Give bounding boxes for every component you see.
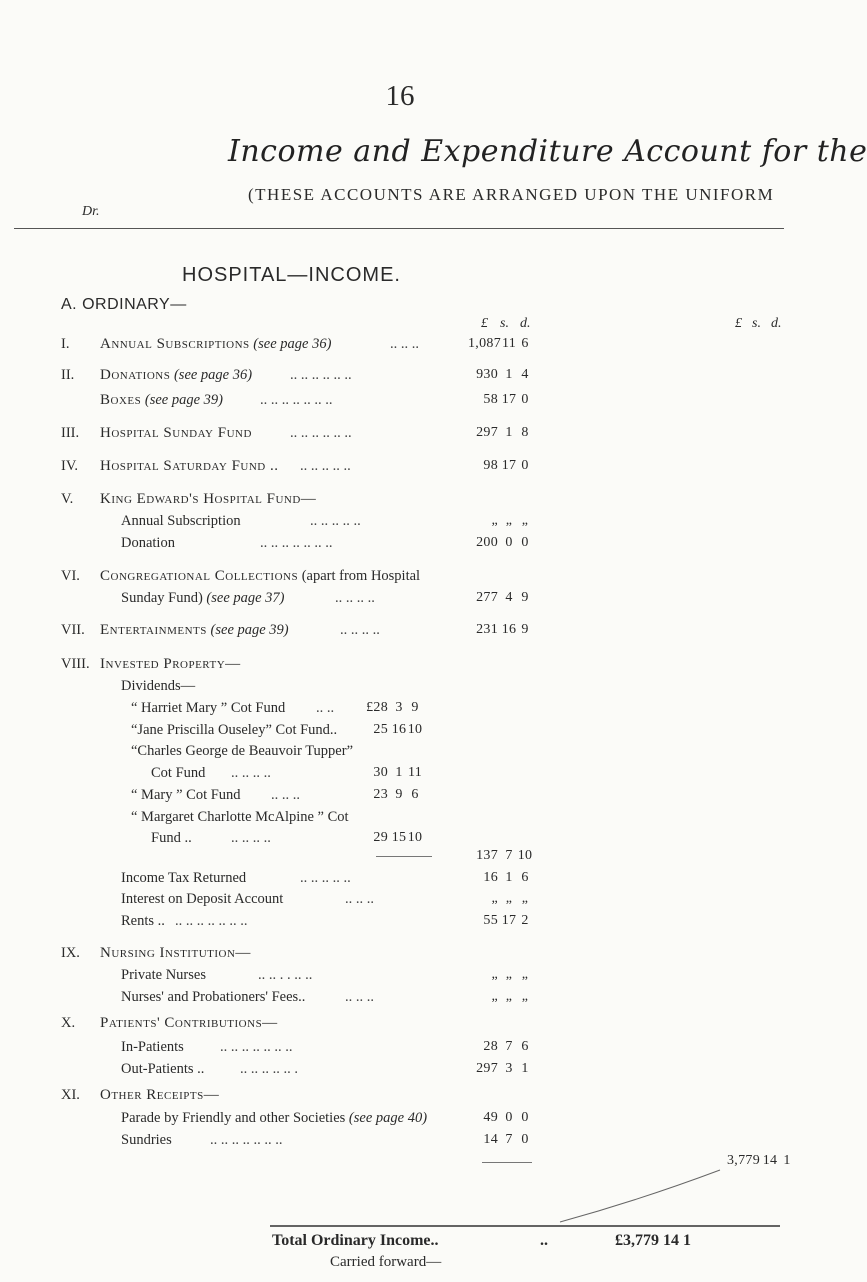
- row-label: Invested Property—: [100, 656, 241, 672]
- carried-forward: Carried forward—: [330, 1254, 442, 1270]
- amount-shillings: „: [505, 989, 513, 1004]
- page-title: Income and Expenditure Account for the: [228, 134, 867, 169]
- total-label: Total Ordinary Income..: [272, 1232, 439, 1249]
- amount-pounds: 49: [483, 1110, 498, 1125]
- leader-dots: .. .. . . .. ..: [258, 967, 313, 983]
- grand-pounds: 3,779: [727, 1153, 760, 1168]
- amount-pounds: 231: [476, 622, 498, 637]
- sub-pounds: 30: [373, 765, 388, 780]
- amount-pounds: 55: [483, 913, 498, 928]
- amount-shillings: 11: [501, 336, 517, 351]
- col-pence2: d.: [771, 316, 782, 331]
- row-label: Nurses' and Probationers' Fees..: [121, 989, 306, 1005]
- amount-pence: „: [521, 891, 529, 906]
- amount-pence: 0: [521, 1132, 529, 1147]
- amount-shillings: „: [505, 891, 513, 906]
- amount-pounds: „: [491, 989, 498, 1004]
- amount-pounds: 1,087: [468, 336, 501, 351]
- label-text: Boxes: [100, 392, 142, 408]
- amount-pence: 6: [521, 336, 529, 351]
- amount-pence: 9: [521, 590, 529, 605]
- amount-pence: 0: [521, 1110, 529, 1125]
- row-label: Interest on Deposit Account: [121, 891, 284, 907]
- leader-dots: .. .. .. .. .. .. ..: [210, 1132, 283, 1148]
- dr-label: Dr.: [82, 204, 100, 219]
- col-pound2: £: [735, 316, 742, 331]
- row-num: IX.: [61, 945, 80, 961]
- row-num: VI.: [61, 568, 80, 584]
- row-label: “Jane Priscilla Ouseley” Cot Fund..: [131, 722, 338, 738]
- amount-pence: „: [521, 989, 529, 1004]
- amount-pounds: „: [491, 891, 498, 906]
- col-pound: £: [481, 316, 488, 331]
- sub-pounds: 23: [373, 787, 388, 802]
- leader-dots: .. .. ..: [345, 891, 374, 907]
- page-ref: (see page 39): [210, 622, 289, 638]
- leader-dots: .. .. ..: [390, 336, 419, 352]
- row-label: “ Mary ” Cot Fund: [131, 787, 241, 803]
- row-label: Income Tax Returned: [121, 870, 247, 886]
- amount-shillings: 17: [501, 392, 517, 407]
- amount-pence: 0: [521, 535, 529, 550]
- leader-dots: .. .. .. .. ..: [300, 458, 351, 474]
- amount-pence: 8: [521, 425, 529, 440]
- row-label: Sundries: [121, 1132, 172, 1148]
- leader-dots: .. .. ..: [345, 989, 374, 1005]
- amount-shillings: 0: [505, 1110, 513, 1125]
- total-leader: ..: [540, 1232, 548, 1249]
- amount-pence: „: [521, 967, 529, 982]
- grand-pence: 1: [783, 1153, 791, 1168]
- amount-pence: 0: [521, 392, 529, 407]
- row-label: “ Harriet Mary ” Cot Fund: [131, 700, 286, 716]
- page-ref: (see page 39): [144, 392, 223, 408]
- leader-dots: .. .. .. ..: [340, 622, 380, 638]
- amount-pence: 10: [517, 848, 533, 863]
- leader-dots: .. .. .. ..: [231, 830, 271, 846]
- sub-pounds: £28: [366, 700, 388, 715]
- page-number: 16: [385, 80, 415, 112]
- label-rest: (apart from Hospital: [301, 568, 421, 584]
- row-label: Annual Subscription: [121, 513, 241, 529]
- row-label: Cot Fund: [151, 765, 206, 781]
- leader-dots: .. .. .. ..: [231, 765, 271, 781]
- row-label: In-Patients: [121, 1039, 184, 1055]
- page-ref: (see page 36): [253, 336, 332, 352]
- section-heading: HOSPITAL—INCOME.: [182, 264, 401, 286]
- leader-dots: .. .. .. .. .. .: [240, 1061, 298, 1077]
- sub-shillings: 16: [391, 722, 407, 737]
- sub-pence: 9: [411, 700, 419, 715]
- amount-shillings: 17: [501, 913, 517, 928]
- label-text: Donations: [100, 367, 171, 383]
- row-label: Donation: [121, 535, 175, 551]
- amount-shillings: 1: [505, 870, 513, 885]
- row-num: III.: [61, 425, 80, 441]
- row-num: X.: [61, 1015, 76, 1031]
- leader-dots: .. .. .. .. ..: [310, 513, 361, 529]
- row-num: VII.: [61, 622, 85, 638]
- row-label: Hospital Sunday Fund: [100, 425, 252, 441]
- amount-pounds: „: [491, 967, 498, 982]
- col-shilling2: s.: [752, 316, 761, 331]
- amount-pounds: „: [491, 513, 498, 528]
- amount-shillings: 7: [505, 1039, 513, 1054]
- amount-pounds: 930: [476, 367, 498, 382]
- sub-shillings: 3: [395, 700, 403, 715]
- amount-shillings: 3: [505, 1061, 513, 1076]
- amount-pence: 0: [521, 458, 529, 473]
- amount-pounds: 58: [483, 392, 498, 407]
- diagonal-stroke: [560, 1170, 720, 1222]
- subsection-heading: A. ORDINARY—: [61, 296, 187, 313]
- amount-shillings: 7: [505, 848, 513, 863]
- sub-pounds: 25: [373, 722, 388, 737]
- leader-dots: .. ..: [316, 700, 335, 716]
- label-text: Congregational Collections: [100, 568, 299, 584]
- row-label: Nursing Institution—: [100, 945, 251, 961]
- amount-shillings: 17: [501, 458, 517, 473]
- row-label: Other Receipts—: [100, 1087, 220, 1103]
- amount-pence: 9: [521, 622, 529, 637]
- amount-pence: 1: [521, 1061, 529, 1076]
- leader-dots: .. .. .. .. .. ..: [290, 367, 352, 383]
- amount-pounds: 28: [483, 1039, 498, 1054]
- amount-pounds: 137: [476, 848, 498, 863]
- total-value: £3,779 14 1: [615, 1232, 691, 1249]
- leader-dots: .. .. .. .. .. .. ..: [260, 535, 333, 551]
- subtitle: (THESE ACCOUNTS ARE ARRANGED UPON THE UNIFORM: [248, 185, 775, 204]
- amount-shillings: „: [505, 967, 513, 982]
- amount-pounds: 14: [483, 1132, 498, 1147]
- row-label: Hospital Saturday Fund ..: [100, 458, 279, 474]
- row-label: Out-Patients ..: [121, 1061, 205, 1077]
- sub-pounds: 29: [373, 830, 388, 845]
- row-label: “Charles George de Beauvoir Tupper”: [131, 743, 354, 759]
- row-label: Rents ..: [121, 913, 165, 929]
- row-num: VIII.: [61, 656, 90, 672]
- leader-dots: .. .. .. .. .. ..: [290, 425, 352, 441]
- amount-pounds: 297: [476, 1061, 498, 1076]
- row-label: King Edward's Hospital Fund—: [100, 491, 317, 507]
- amount-pounds: 16: [483, 870, 498, 885]
- label-text: Entertainments: [100, 622, 207, 638]
- amount-shillings: 0: [505, 535, 513, 550]
- amount-shillings: 1: [505, 425, 513, 440]
- page-ref: (see page 36): [173, 367, 253, 383]
- page-ref: (see page 40): [348, 1110, 428, 1126]
- sub-pence: 10: [407, 722, 423, 737]
- sub-pence: 10: [407, 830, 423, 845]
- grand-shillings: 14: [762, 1153, 778, 1168]
- amount-pounds: 277: [476, 590, 498, 605]
- sub-shillings: 1: [395, 765, 403, 780]
- row-num: II.: [61, 367, 75, 383]
- sub-shillings: 9: [395, 787, 403, 802]
- amount-shillings: 16: [501, 622, 517, 637]
- row-label: Fund ..: [151, 830, 192, 846]
- row-label: Patients' Contributions—: [100, 1015, 278, 1031]
- amount-shillings: „: [505, 513, 513, 528]
- amount-pounds: 297: [476, 425, 498, 440]
- row-num: I.: [61, 336, 70, 352]
- leader-dots: .. .. .. ..: [335, 590, 375, 606]
- label-text: Sunday Fund): [121, 590, 203, 606]
- row-label: Dividends—: [121, 678, 196, 694]
- leader-dots: .. .. .. .. ..: [300, 870, 351, 886]
- row-num: IV.: [61, 458, 79, 474]
- row-num: V.: [61, 491, 74, 507]
- leader-dots: .. .. .. .. .. .. ..: [220, 1039, 293, 1055]
- amount-shillings: 4: [505, 590, 513, 605]
- leader-dots: .. .. ..: [271, 787, 300, 803]
- sub-pence: 6: [411, 787, 419, 802]
- amount-pence: 6: [521, 1039, 529, 1054]
- sub-pence: 11: [407, 765, 423, 780]
- label-text: Annual Subscriptions: [100, 336, 250, 352]
- amount-pence: 2: [521, 913, 529, 928]
- row-label: “ Margaret Charlotte McAlpine ” Cot: [131, 809, 349, 825]
- amount-pounds: 98: [483, 458, 498, 473]
- page-ref: (see page 37): [206, 590, 285, 606]
- amount-shillings: 1: [505, 367, 513, 382]
- amount-pence: 6: [521, 870, 529, 885]
- leader-dots: .. .. .. .. .. .. ..: [175, 913, 248, 929]
- leader-dots: .. .. .. .. .. .. ..: [260, 392, 333, 408]
- sub-shillings: 15: [391, 830, 407, 845]
- label-text: Parade by Friendly and other Societies: [121, 1110, 346, 1126]
- col-pence: d.: [520, 316, 531, 331]
- row-num: XI.: [61, 1087, 80, 1103]
- amount-pence: „: [521, 513, 529, 528]
- col-shilling: s.: [500, 316, 509, 331]
- row-label: Private Nurses: [121, 967, 206, 983]
- amount-pence: 4: [521, 367, 529, 382]
- amount-shillings: 7: [505, 1132, 513, 1147]
- amount-pounds: 200: [476, 535, 498, 550]
